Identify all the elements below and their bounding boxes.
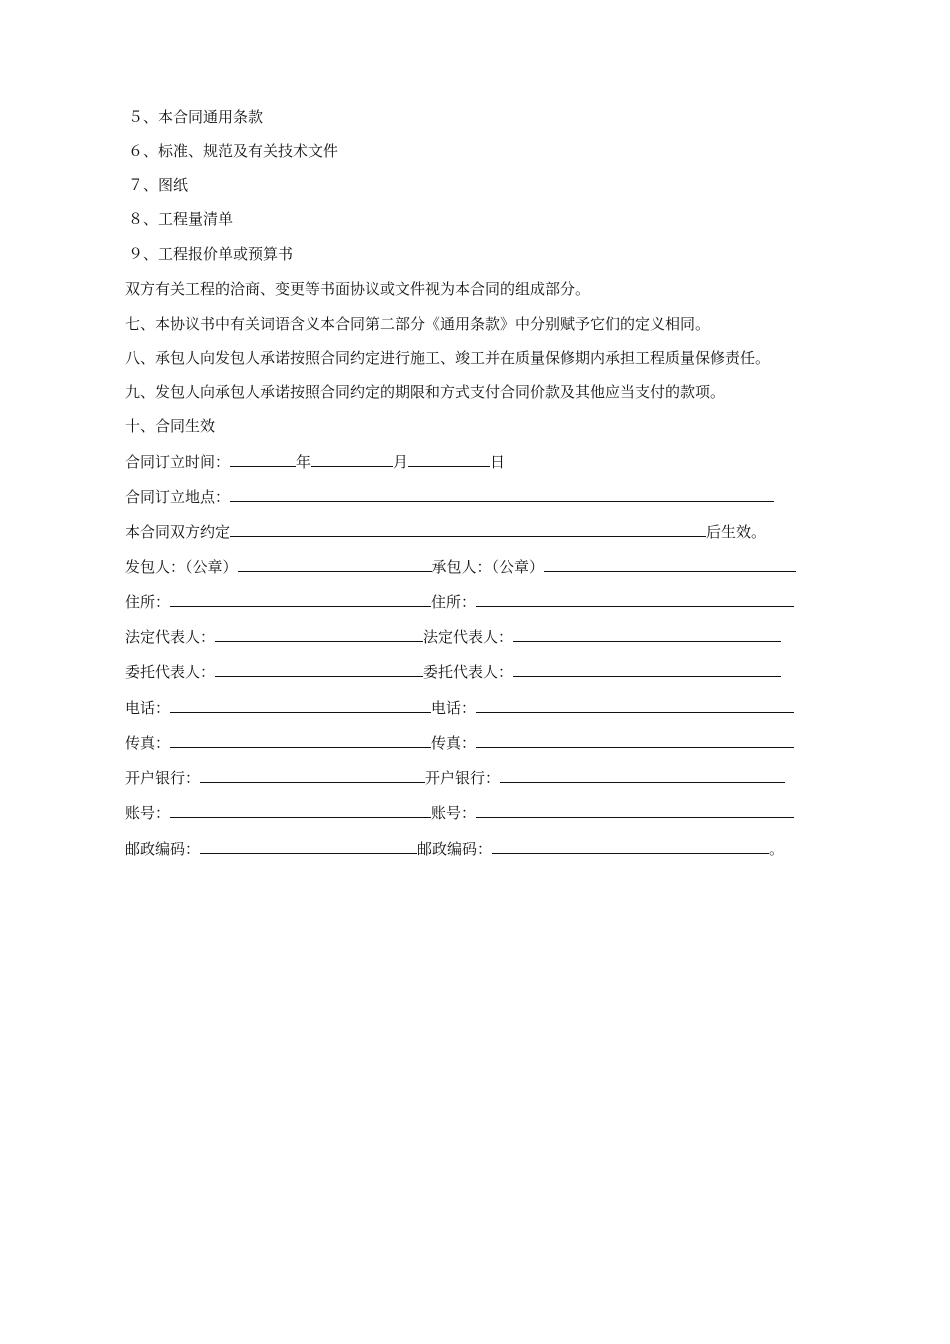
employer-address-label: 住所： [125, 593, 171, 611]
signature-row-legal-rep [125, 626, 781, 647]
employer-address-blank[interactable] [170, 591, 431, 607]
contractor-address-label: 住所： [431, 593, 477, 611]
year-label: 年 [296, 453, 312, 471]
sign-time-row [125, 451, 505, 472]
sign-place-row [125, 486, 774, 507]
contractor-fax-label: 传真： [431, 734, 477, 752]
contractor-bank-label: 开户银行： [425, 769, 501, 787]
employer-account-label: 账号： [125, 804, 171, 822]
list-item-5: ５、本合同通用条款 [128, 108, 264, 126]
contractor-authorized-rep-label: 委托代表人： [423, 663, 514, 681]
list-item-7: ７、图纸 [128, 176, 189, 194]
contractor-postal-code-blank[interactable] [492, 838, 769, 854]
contractor-label: 承包人：（公章） [431, 558, 545, 576]
contractor-phone-blank[interactable] [476, 697, 794, 713]
year-blank[interactable] [230, 451, 296, 467]
agreement-suffix: 后生效。 [706, 523, 767, 541]
contractor-account-blank[interactable] [476, 802, 794, 818]
employer-postal-code-label: 邮政编码： [125, 840, 201, 858]
agreement-row [125, 521, 766, 542]
employer-legal-rep-label: 法定代表人： [125, 628, 216, 646]
contractor-authorized-rep-blank[interactable] [513, 661, 781, 677]
employer-fax-blank[interactable] [170, 732, 431, 748]
month-blank[interactable] [311, 451, 393, 467]
agreement-prefix: 本合同双方约定 [125, 523, 231, 541]
signature-row-bank [125, 767, 785, 788]
contractor-legal-rep-blank[interactable] [513, 626, 781, 642]
agreement-blank[interactable] [230, 521, 706, 537]
signature-row-account [125, 802, 794, 823]
signature-row-address [125, 591, 794, 612]
composition-note: 双方有关工程的洽商、变更等书面协议或文件视为本合同的组成部分。 [125, 280, 591, 298]
employer-account-blank[interactable] [170, 802, 431, 818]
contractor-bank-blank[interactable] [500, 767, 785, 783]
contractor-phone-label: 电话： [431, 699, 477, 717]
clause-9: 九、发包人向承包人承诺按照合同约定的期限和方式支付合同价款及其他应当支付的款项。 [125, 383, 726, 401]
employer-phone-label: 电话： [125, 699, 171, 717]
clause-8: 八、承包人向发包人承诺按照合同约定进行施工、竣工并在质量保修期内承担工程质量保修责任。 [125, 349, 771, 367]
employer-postal-code-blank[interactable] [200, 838, 417, 854]
employer-phone-blank[interactable] [170, 697, 431, 713]
sign-place-blank[interactable] [230, 486, 774, 502]
employer-fax-label: 传真： [125, 734, 171, 752]
clause-10: 十、合同生效 [125, 417, 216, 435]
signature-row-fax [125, 732, 794, 753]
employer-authorized-rep-label: 委托代表人： [125, 663, 216, 681]
party-seal-row [125, 556, 796, 577]
employer-authorized-rep-blank[interactable] [215, 661, 423, 677]
day-label: 日 [490, 453, 506, 471]
clause-7: 七、本协议书中有关词语含义本合同第二部分《通用条款》中分别赋予它们的定义相同。 [125, 315, 711, 333]
list-item-9: ９、工程报价单或预算书 [128, 245, 294, 263]
contractor-legal-rep-label: 法定代表人： [423, 628, 514, 646]
contractor-fax-blank[interactable] [476, 732, 794, 748]
employer-label: 发包人：（公章） [125, 558, 238, 576]
employer-legal-rep-blank[interactable] [215, 626, 423, 642]
contractor-postal-code-label: 邮政编码： [417, 840, 493, 858]
end-mark: 。 [769, 840, 785, 858]
signature-row-authorized-rep [125, 661, 781, 682]
contractor-account-label: 账号： [431, 804, 477, 822]
contractor-address-blank[interactable] [476, 591, 794, 607]
signature-row-postal-code [125, 838, 784, 859]
employer-seal-blank[interactable] [238, 556, 432, 572]
employer-bank-label: 开户银行： [125, 769, 201, 787]
day-blank[interactable] [408, 451, 490, 467]
contractor-seal-blank[interactable] [544, 556, 796, 572]
list-item-6: ６、标准、规范及有关技术文件 [128, 142, 339, 160]
sign-time-label: 合同订立时间： [125, 453, 231, 471]
signature-row-phone [125, 697, 794, 718]
sign-place-label: 合同订立地点： [125, 488, 231, 506]
employer-bank-blank[interactable] [200, 767, 425, 783]
month-label: 月 [393, 453, 409, 471]
list-item-8: ８、工程量清单 [128, 210, 234, 228]
